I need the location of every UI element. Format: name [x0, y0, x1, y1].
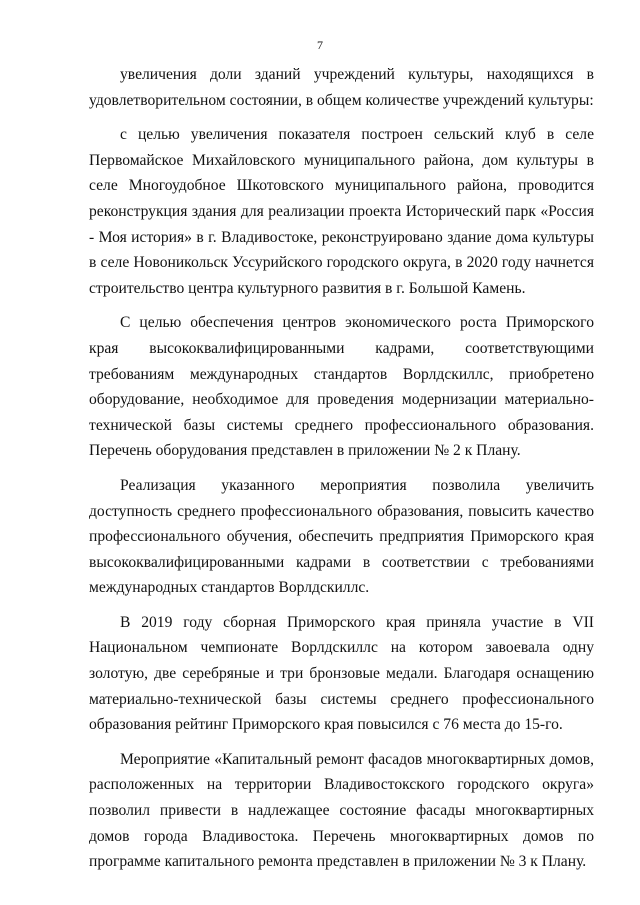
paragraph-3: С целью обеспечения центров экономического роста Приморского края высококвалифицированными кадрами, соответствующими требованиям международных стандартов Ворлдскиллс, приобретено оборудование, необходимое для проведения модернизации материально-технической базы системы среднего профессионального образования. Перечень оборудования представлен в приложении № 2 к Плану. [89, 314, 594, 460]
paragraph-2: с целью увеличения показателя построен сельский клуб в селе Первомайское Михайловского муниципального района, дом культуры в селе Многоудобное Шкотовского муниципального района, проводится реконструкция здания для реализации проекта Исторический парк «Россия - Моя история» в г. Владивостоке, реконструировано здание дома культуры в селе Новоникольск Уссурийского городского округа, в 2020 году начнется строительство центра культурного развития в г. Большой Камень. [89, 126, 594, 297]
page-number: 7 [317, 38, 323, 52]
document-body [89, 62, 594, 884]
paragraph-6: Мероприятие «Капитальный ремонт фасадов многоквартирных домов, расположенных на территории Владивостокского городского округа» позволил привести в надлежащее состояние фасады многоквартирных домов города Владивостока. Перечень многоквартирных домов по программе капитального ремонта представлен в приложении № 3 к Плану. [89, 750, 594, 871]
paragraph-5: В 2019 году сборная Приморского края приняла участие в VII Национальном чемпионате Ворлдскиллс на котором завоевала одну золотую, две серебряные и три бронзовые медали. Благодаря оснащению материально-технической базы системы среднего профессионального образования рейтинг Приморского края повысился с 76 места до 15-го. [89, 613, 594, 734]
paragraph-1: увеличения доли зданий учреждений культуры, находящихся в удовлетворительном состоянии, в общем количестве учреждений культуры: [89, 66, 594, 109]
paragraph-4: Реализация указанного мероприятия позволила увеличить доступность среднего профессионального образования, повысить качество профессионального обучения, обеспечить предприятия Приморского края высококвалифицированными кадрами в соответствии с требованиями международных стандартов Ворлдскиллс. [89, 476, 594, 597]
